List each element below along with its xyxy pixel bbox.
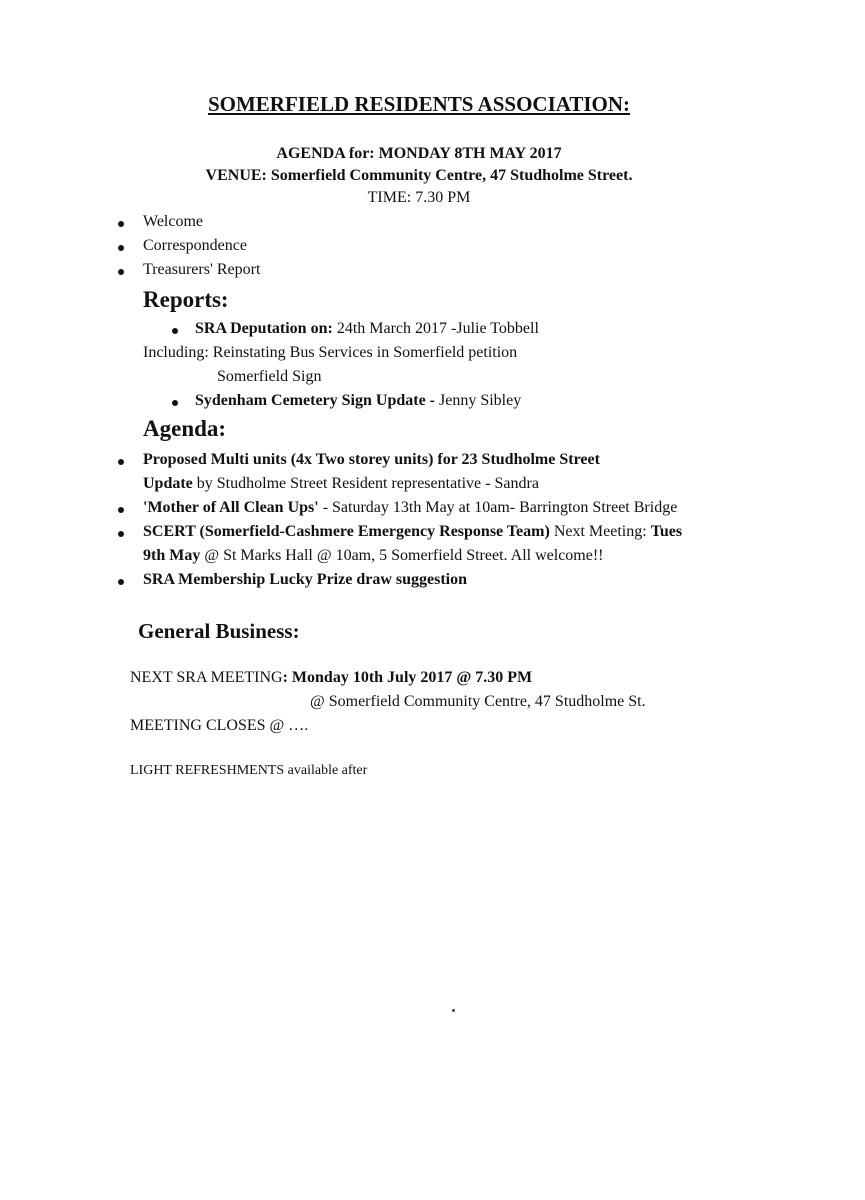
deputation-detail: 24th March 2017 -Julie Tobbell	[332, 320, 539, 337]
time-line: TIME: 7.30 PM	[367, 189, 471, 206]
next-meeting-value: : Monday 10th July 2017 @ 7.30 PM	[282, 669, 533, 686]
agenda-item-4: SRA Membership Lucky Prize draw suggestion	[143, 571, 467, 588]
scert-detail: @ St Marks Hall @ 10am, 5 Somerfield Street. All welcome!!	[200, 547, 604, 564]
agenda-heading: Agenda:	[143, 416, 227, 441]
cleanup-detail: - Saturday 13th May at 10am- Barrington Street Bridge	[318, 499, 678, 516]
bullet-icon	[118, 579, 124, 585]
bullet-icon	[118, 531, 124, 537]
update-label: Update	[143, 475, 193, 492]
bullet-icon	[172, 328, 178, 334]
agenda-item-3-line-2	[143, 547, 604, 565]
bullet-icon	[118, 507, 124, 513]
bullet-icon	[118, 269, 124, 275]
next-meeting-line	[130, 669, 532, 687]
agenda-item-1-line-1: Proposed Multi units (4x Two storey units) for 23 Studholme Street	[143, 451, 600, 468]
including-line: Including: Reinstating Bus Services in Somerfield petition	[143, 344, 518, 361]
cemetery-line	[195, 392, 521, 410]
scert-day: Tues	[650, 523, 683, 540]
venue-line: VENUE: Somerfield Community Centre, 47 Studholme Street.	[205, 167, 633, 184]
list-item: Treasurers' Report	[143, 261, 261, 278]
cleanup-label: 'Mother of All Clean Ups'	[143, 499, 319, 516]
update-detail: by Studholme Street Resident representative - Sandra	[192, 475, 539, 492]
agenda-item-1-line-2	[143, 475, 539, 493]
agenda-item-3-line-1	[143, 523, 682, 541]
agenda-date-line: AGENDA for: MONDAY 8TH MAY 2017	[276, 145, 562, 162]
scert-mid: Next Meeting:	[549, 523, 651, 540]
deputation-line	[195, 320, 539, 338]
sign-line: Somerfield Sign	[217, 368, 322, 385]
cemetery-detail: Jenny Sibley	[435, 392, 522, 409]
bullet-icon	[118, 459, 124, 465]
scert-date: 9th May	[143, 547, 201, 564]
general-business-heading: General Business:	[138, 619, 300, 643]
refreshments-line: LIGHT REFRESHMENTS available after	[130, 763, 368, 778]
list-item: Correspondence	[143, 237, 247, 254]
next-meeting-venue: @ Somerfield Community Centre, 47 Studholme St.	[310, 693, 646, 710]
meeting-closes-line: MEETING CLOSES @ ….	[130, 717, 309, 734]
document-title: SOMERFIELD RESIDENTS ASSOCIATION:	[207, 92, 631, 116]
list-item: Welcome	[143, 213, 204, 230]
bullet-icon	[172, 400, 178, 406]
cemetery-label: Sydenham Cemetery Sign Update -	[195, 392, 435, 409]
next-meeting-label: NEXT SRA MEETING	[130, 669, 283, 686]
scert-label: SCERT (Somerfield-Cashmere Emergency Response Team)	[143, 523, 550, 540]
bullet-icon	[118, 221, 124, 227]
bullet-icon	[118, 245, 124, 251]
scan-speck	[452, 1009, 455, 1012]
deputation-label: SRA Deputation on:	[195, 320, 333, 337]
agenda-item-2	[143, 499, 677, 517]
reports-heading: Reports:	[143, 287, 229, 312]
